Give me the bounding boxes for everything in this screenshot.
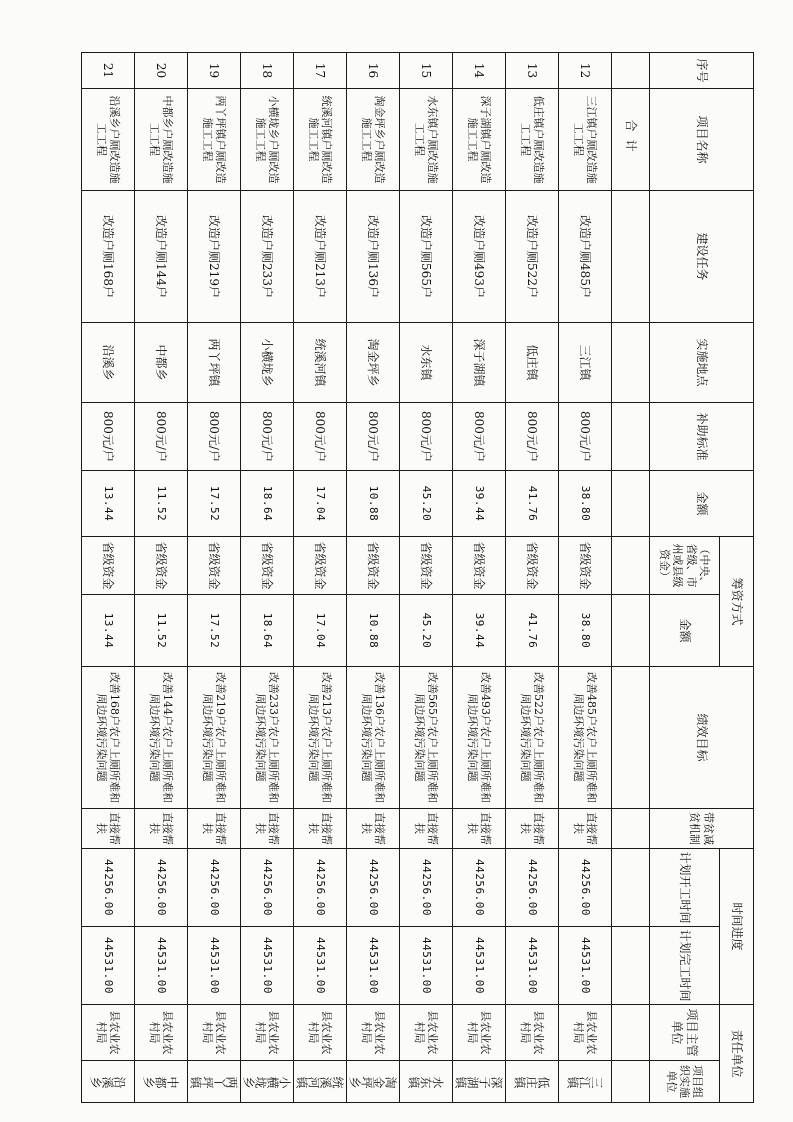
cell-supervisor: 县农业农村局 (241, 1005, 294, 1061)
cell-goal: 改善565户农户上厕所难和周边环境污染问题 (400, 667, 453, 809)
header-row-1 (720, 53, 754, 1103)
header-supervisor: 项目主管单位 (650, 1005, 720, 1061)
rotated-table-wrapper (82, 52, 754, 1102)
cell-location: 三江镇 (559, 323, 612, 403)
cell-location: 水东镇 (400, 323, 453, 403)
header-funding: 筹资方式 (720, 537, 754, 667)
cell-location: 低庄镇 (506, 323, 559, 403)
cell-implementer: 深子湖镇 (453, 1061, 506, 1103)
total-cell (612, 667, 650, 809)
cell-funding-source: 省级资金 (188, 537, 241, 595)
cell-standard: 800元/户 (82, 403, 135, 471)
cell-implementer: 水东镇 (400, 1061, 453, 1103)
cell-funding-source: 省级资金 (241, 537, 294, 595)
table-row (400, 53, 453, 1103)
cell-task: 改造户厕219户 (188, 191, 241, 323)
total-cell (612, 927, 650, 1005)
cell-implementer: 低庄镇 (506, 1061, 559, 1103)
cell-goal: 改善233户农户上厕所难和周边环境污染问题 (241, 667, 294, 809)
cell-end: 44531.00 (294, 927, 347, 1005)
cell-end: 44531.00 (82, 927, 135, 1005)
cell-task: 改造户厕522户 (506, 191, 559, 323)
total-cell (612, 403, 650, 471)
cell-amount: 10.88 (347, 471, 400, 537)
total-cell (612, 809, 650, 849)
cell-seq: 12 (559, 53, 612, 89)
cell-mechanism: 直接帮扶 (506, 809, 559, 849)
cell-supervisor: 县农业农村局 (453, 1005, 506, 1061)
header-name: 项目名称 (650, 89, 754, 191)
cell-location: 深子湖镇 (453, 323, 506, 403)
cell-implementer: 三江镇 (559, 1061, 612, 1103)
cell-project-name: 淘金坪乡户厕改造施工工程 (347, 89, 400, 191)
header-funding-source: （中央、省级、市州或县级资金） (650, 537, 720, 595)
cell-location: 中都乡 (135, 323, 188, 403)
cell-implementer: 淘金坪乡 (347, 1061, 400, 1103)
cell-funding-amount: 45.20 (400, 595, 453, 667)
total-cell (612, 191, 650, 323)
cell-project-name: 深子湖镇户厕改造施工工程 (453, 89, 506, 191)
total-cell (612, 537, 650, 595)
header-funding-amount: 金额 (650, 595, 720, 667)
header-end: 计划完工时间 (650, 927, 720, 1005)
total-cell (612, 471, 650, 537)
cell-standard: 800元/户 (347, 403, 400, 471)
table-row (241, 53, 294, 1103)
cell-start: 44256.00 (347, 849, 400, 927)
cell-start: 44256.00 (188, 849, 241, 927)
cell-funding-amount: 11.52 (135, 595, 188, 667)
cell-start: 44256.00 (559, 849, 612, 927)
cell-start: 44256.00 (135, 849, 188, 927)
header-mechanism: 带贫减贫机制 (650, 809, 754, 849)
table-row (294, 53, 347, 1103)
cell-funding-amount: 41.76 (506, 595, 559, 667)
cell-seq: 20 (135, 53, 188, 89)
cell-project-name: 沿溪乡户厕改造施工工程 (82, 89, 135, 191)
cell-end: 44531.00 (506, 927, 559, 1005)
cell-task: 改造户厕213户 (294, 191, 347, 323)
header-task: 建设任务 (650, 191, 754, 323)
cell-end: 44531.00 (559, 927, 612, 1005)
cell-implementer: 中都乡 (135, 1061, 188, 1103)
cell-mechanism: 直接帮扶 (400, 809, 453, 849)
total-cell (612, 1061, 650, 1103)
cell-project-name: 水东镇户厕改造施工工程 (400, 89, 453, 191)
header-progress: 时间进度 (720, 849, 754, 1005)
cell-implementer: 小横垅乡 (241, 1061, 294, 1103)
cell-standard: 800元/户 (400, 403, 453, 471)
header-standard: 补助标准 (650, 403, 754, 471)
total-cell (612, 323, 650, 403)
cell-end: 44531.00 (347, 927, 400, 1005)
cell-amount: 39.44 (453, 471, 506, 537)
cell-funding-amount: 13.44 (82, 595, 135, 667)
cell-task: 改造户厕565户 (400, 191, 453, 323)
cell-end: 44531.00 (241, 927, 294, 1005)
cell-standard: 800元/户 (506, 403, 559, 471)
cell-end: 44531.00 (453, 927, 506, 1005)
cell-seq: 14 (453, 53, 506, 89)
cell-funding-amount: 10.88 (347, 595, 400, 667)
cell-seq: 19 (188, 53, 241, 89)
cell-funding-source: 省级资金 (82, 537, 135, 595)
cell-task: 改造户厕493户 (453, 191, 506, 323)
cell-supervisor: 县农业农村局 (506, 1005, 559, 1061)
cell-amount: 45.20 (400, 471, 453, 537)
cell-location: 小横垅乡 (241, 323, 294, 403)
cell-seq: 16 (347, 53, 400, 89)
header-goal: 绩效目标 (650, 667, 754, 809)
cell-standard: 800元/户 (453, 403, 506, 471)
cell-seq: 17 (294, 53, 347, 89)
cell-location: 两丫坪镇 (188, 323, 241, 403)
total-row (612, 53, 650, 1103)
cell-supervisor: 县农业农村局 (559, 1005, 612, 1061)
header-implementer: 项目组织实施单位 (650, 1061, 720, 1103)
cell-amount: 17.52 (188, 471, 241, 537)
cell-goal: 改善219户农户上厕所难和周边环境污染问题 (188, 667, 241, 809)
cell-project-name: 低庄镇户厕改造施工工程 (506, 89, 559, 191)
cell-funding-amount: 18.64 (241, 595, 294, 667)
cell-funding-source: 省级资金 (559, 537, 612, 595)
cell-amount: 41.76 (506, 471, 559, 537)
cell-amount: 18.64 (241, 471, 294, 537)
cell-project-name: 小横垅乡户厕改造施工工程 (241, 89, 294, 191)
cell-seq: 13 (506, 53, 559, 89)
cell-seq: 15 (400, 53, 453, 89)
cell-supervisor: 县农业农村局 (135, 1005, 188, 1061)
cell-start: 44256.00 (400, 849, 453, 927)
cell-end: 44531.00 (188, 927, 241, 1005)
cell-amount: 11.52 (135, 471, 188, 537)
cell-task: 改造户厕136户 (347, 191, 400, 323)
cell-mechanism: 直接帮扶 (347, 809, 400, 849)
total-cell (612, 1005, 650, 1061)
cell-funding-amount: 38.80 (559, 595, 612, 667)
cell-funding-amount: 39.44 (453, 595, 506, 667)
cell-start: 44256.00 (453, 849, 506, 927)
table-row (82, 53, 135, 1103)
table-row (559, 53, 612, 1103)
cell-supervisor: 县农业农村局 (82, 1005, 135, 1061)
table-row (347, 53, 400, 1103)
cell-mechanism: 直接帮扶 (82, 809, 135, 849)
total-label: 合计 (612, 89, 650, 191)
cell-task: 改造户厕168户 (82, 191, 135, 323)
cell-funding-amount: 17.04 (294, 595, 347, 667)
cell-start: 44256.00 (506, 849, 559, 927)
cell-start: 44256.00 (82, 849, 135, 927)
cell-start: 44256.00 (294, 849, 347, 927)
cell-standard: 800元/户 (559, 403, 612, 471)
cell-location: 沿溪乡 (82, 323, 135, 403)
cell-goal: 改善522户农户上厕所难和周边环境污染问题 (506, 667, 559, 809)
cell-supervisor: 县农业农村局 (400, 1005, 453, 1061)
header-start: 计划开工时间 (650, 849, 720, 927)
header-responsibility: 责任单位 (720, 1005, 754, 1103)
cell-seq: 21 (82, 53, 135, 89)
cell-funding-source: 省级资金 (135, 537, 188, 595)
total-cell (612, 849, 650, 927)
cell-funding-source: 省级资金 (294, 537, 347, 595)
cell-funding-source: 省级资金 (347, 537, 400, 595)
cell-implementer: 统溪河镇 (294, 1061, 347, 1103)
cell-start: 44256.00 (241, 849, 294, 927)
cell-funding-source: 省级资金 (453, 537, 506, 595)
cell-mechanism: 直接帮扶 (135, 809, 188, 849)
cell-mechanism: 直接帮扶 (559, 809, 612, 849)
cell-funding-source: 省级资金 (506, 537, 559, 595)
cell-supervisor: 县农业农村局 (347, 1005, 400, 1061)
header-amount: 金额 (650, 471, 754, 537)
cell-end: 44531.00 (135, 927, 188, 1005)
cell-task: 改造户厕144户 (135, 191, 188, 323)
cell-task: 改造户厕233户 (241, 191, 294, 323)
cell-standard: 800元/户 (294, 403, 347, 471)
cell-goal: 改善485户农户上厕所难和周边环境污染问题 (559, 667, 612, 809)
cell-end: 44531.00 (400, 927, 453, 1005)
cell-supervisor: 县农业农村局 (294, 1005, 347, 1061)
project-table (81, 52, 754, 1103)
cell-mechanism: 直接帮扶 (453, 809, 506, 849)
cell-goal: 改善144户农户上厕所难和周边环境污染问题 (135, 667, 188, 809)
cell-amount: 17.04 (294, 471, 347, 537)
cell-goal: 改善168户农户上厕所难和周边环境污染问题 (82, 667, 135, 809)
table-row (453, 53, 506, 1103)
cell-project-name: 统溪河镇户厕改造施工工程 (294, 89, 347, 191)
table-row (135, 53, 188, 1103)
cell-mechanism: 直接帮扶 (241, 809, 294, 849)
total-cell (612, 595, 650, 667)
cell-supervisor: 县农业农村局 (188, 1005, 241, 1061)
table-row (506, 53, 559, 1103)
cell-goal: 改善136户农户上厕所难和周边环境污染问题 (347, 667, 400, 809)
cell-amount: 13.44 (82, 471, 135, 537)
cell-standard: 800元/户 (188, 403, 241, 471)
cell-task: 改造户厕485户 (559, 191, 612, 323)
cell-seq: 18 (241, 53, 294, 89)
cell-goal: 改善213户农户上厕所难和周边环境污染问题 (294, 667, 347, 809)
cell-location: 淘金坪乡 (347, 323, 400, 403)
cell-project-name: 三江镇户厕改造施工工程 (559, 89, 612, 191)
cell-funding-source: 省级资金 (400, 537, 453, 595)
cell-project-name: 两丫坪镇户厕改造施工工程 (188, 89, 241, 191)
cell-standard: 800元/户 (241, 403, 294, 471)
table-row (188, 53, 241, 1103)
cell-standard: 800元/户 (135, 403, 188, 471)
cell-mechanism: 直接帮扶 (188, 809, 241, 849)
header-location: 实施地点 (650, 323, 754, 403)
cell-implementer: 两丫坪镇 (188, 1061, 241, 1103)
cell-implementer: 沿溪乡 (82, 1061, 135, 1103)
cell-location: 统溪河镇 (294, 323, 347, 403)
cell-goal: 改善493户农户上厕所难和周边环境污染问题 (453, 667, 506, 809)
cell-project-name: 中都乡户厕改造施工工程 (135, 89, 188, 191)
total-seq (612, 53, 650, 89)
cell-amount: 38.80 (559, 471, 612, 537)
header-seq: 序号 (650, 53, 754, 89)
cell-funding-amount: 17.52 (188, 595, 241, 667)
cell-mechanism: 直接帮扶 (294, 809, 347, 849)
